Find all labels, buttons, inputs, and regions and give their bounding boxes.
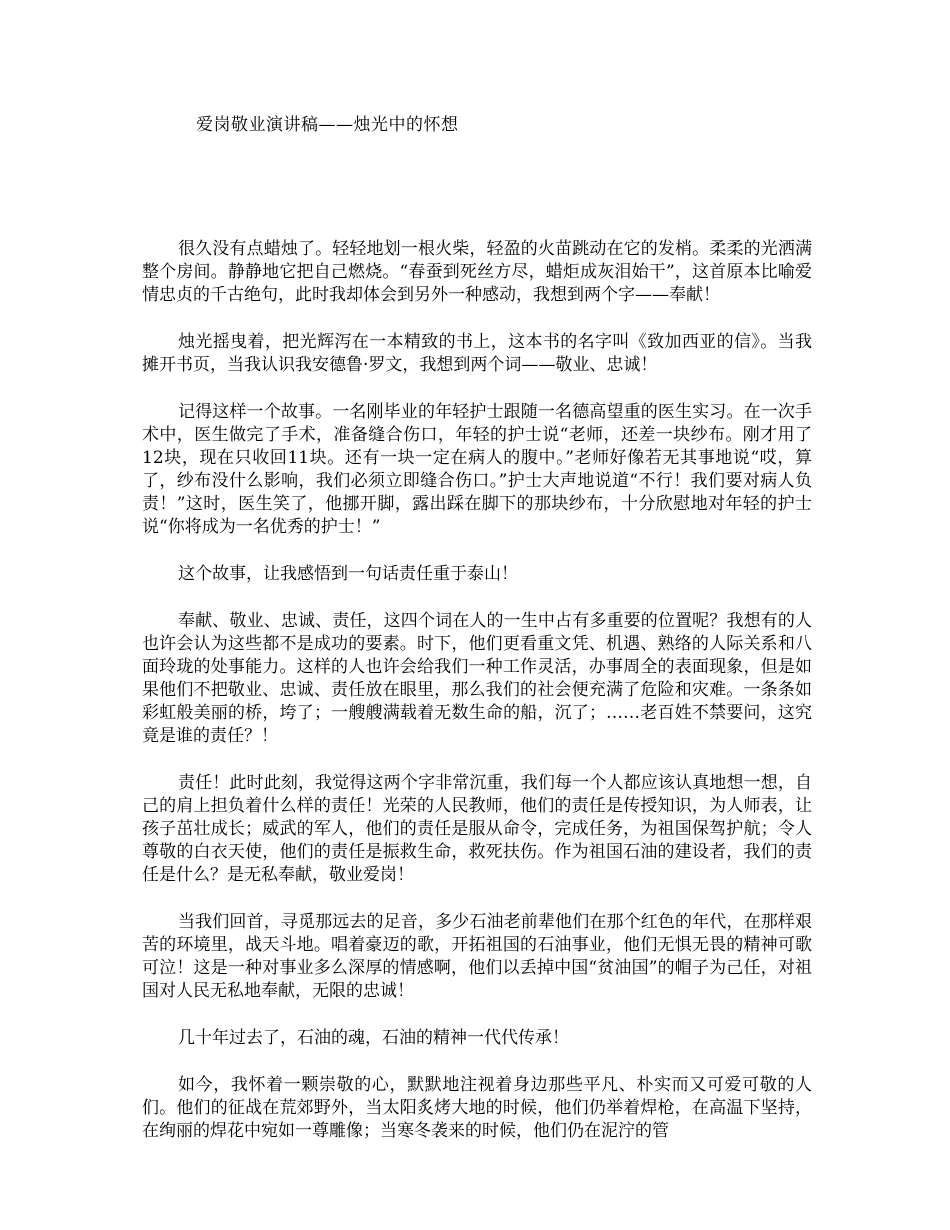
paragraph-nurse-story: 记得这样一个故事。一名刚毕业的年轻护士跟随一名德高望重的医生实习。在一次手术中，医生做完了手术，准备缝合伤口，年轻的护士说“老师，还差一块纱布。刚才用了12块，现在只收回11块。还有一块一定在病人的腹中。”老师好像若无其事地说“哎，算了，纱布没什么影响，我们必须立即缝合伤口。”护士大声地说道“不行！我们要对病人负责！”这时，医生笑了，他挪开脚，露出踩在脚下的那块纱布，十分欣慰地对年轻的护士说“你将成为一名优秀的护士！” xyxy=(142,402,812,537)
paragraph-workers: 如今，我怀着一颗崇敬的心，默默地注视着身边那些平凡、朴实而又可爱可敬的人们。他们的征战在荒郊野外，当太阳炙烤大地的时候，他们仍举着焊枪，在高温下坚持，在绚丽的焊花中宛如一尊雕像；当寒冬袭来的时候，他们仍在泥泞的管 xyxy=(142,1075,812,1141)
paragraph-book: 烛光摇曳着，把光辉泻在一本精致的书上，这本书的名字叫《致加西亚的信》。当我摊开书页，当我认识我安德鲁·罗文，我想到两个词——敬业、忠诚！ xyxy=(142,332,812,375)
paragraph-four-words: 奉献、敬业、忠诚、责任，这四个词在人的一生中占有多重要的位置呢？我想有的人也许会认为这些都不是成功的要素。时下，他们更看重文凭、机遇、熟络的人际关系和八面玲珑的处事能力。这样的人也许会给我们一种工作灵活，办事周全的表面现象，但是如果他们不把敬业、忠诚、责任放在眼里，那么我们的社会便充满了危险和灾难。一条条如彩虹般美丽的桥，垮了；一艘艘满载着无数生命的船，沉了；……老百姓不禁要问，这究竟是谁的责任？！ xyxy=(142,611,812,746)
paragraph-dedication: 很久没有点蜡烛了。轻轻地划一根火柴，轻盈的火苗跳动在它的发梢。柔柔的光洒满整个房间。静静地它把自己燃烧。“春蚕到死丝方尽，蜡炬成灰泪始干”，这首原本比喻爱情忠贞的千古绝句，此时我却体会到另外一种感动，我想到两个字——奉献！ xyxy=(142,239,812,305)
paragraph-oil-pioneers: 当我们回首，寻觅那远去的足音，多少石油老前辈他们在那个红色的年代，在那样艰苦的环境里，战天斗地。唱着豪迈的歌，开拓祖国的石油事业，他们无惧无畏的精神可歌可泣！这是一种对事业多么深厚的情感啊，他们以丢掉中国“贫油国”的帽子为己任，对祖国对人民无私地奉献，无限的忠诚！ xyxy=(142,912,812,1001)
paragraph-responsibility-insight: 这个故事，让我感悟到一句话责任重于泰山！ xyxy=(178,564,518,584)
document-body xyxy=(142,238,812,1167)
document-title: 爱岗敬业演讲稿——烛光中的怀想 xyxy=(196,115,459,135)
paragraph-responsibility: 责任！此时此刻，我觉得这两个字非常沉重，我们每一个人都应该认真地想一想，自己的肩上担负着什么样的责任！光荣的人民教师，他们的责任是传授知识，为人师表，让孩子茁壮成长；威武的军人，他们的责任是服从命令，完成任务，为祖国保驾护航；令人尊敬的白衣天使，他们的责任是振救生命，救死扶伤。作为祖国石油的建设者，我们的责任是什么？是无私奉献，敬业爱岗！ xyxy=(142,773,812,885)
paragraph-inheritance: 几十年过去了，石油的魂，石油的精神一代代传承！ xyxy=(178,1028,569,1048)
